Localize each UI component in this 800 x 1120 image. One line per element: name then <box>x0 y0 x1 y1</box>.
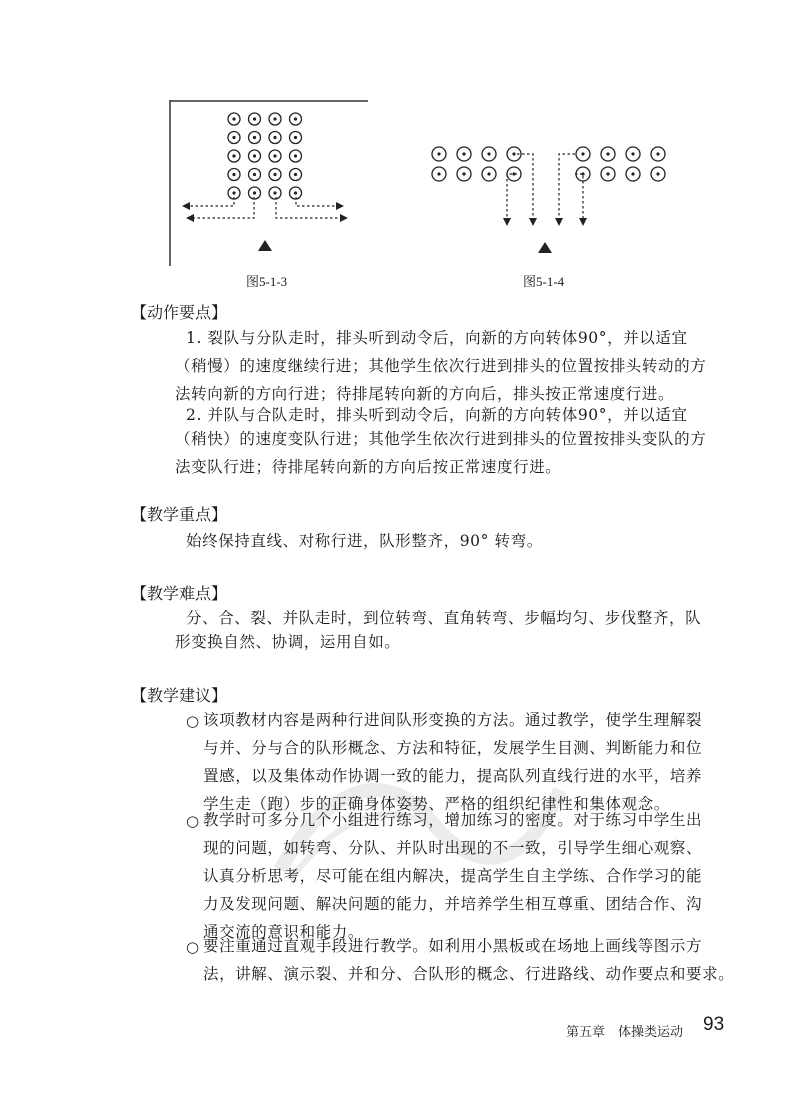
heading-difficulties: 【教学难点】 <box>131 584 228 603</box>
figure-5-1-4 <box>425 138 670 263</box>
student-marker-dot <box>581 152 584 155</box>
student-marker-dot <box>487 172 490 175</box>
student-marker-dot <box>253 117 256 120</box>
page-number: 93 <box>703 1014 725 1035</box>
bullet-icon: ○ <box>186 938 200 956</box>
student-marker-dot <box>253 173 256 176</box>
suggestion-line: 认真分析思考，尽可能在组内解决，提高学生自主学练、合作学习的能 <box>203 867 703 885</box>
student-marker-dot <box>294 154 297 157</box>
suggestion-line: 该项教材内容是两种行进间队形变换的方法。通过教学，使学生理解裂 <box>203 711 703 729</box>
suggestion-line: 现的问题，如转弯、分队、并队时出现的不一致，引导学生细心观察、 <box>203 839 703 857</box>
student-marker-dot <box>512 152 515 155</box>
student-marker-dot <box>656 172 659 175</box>
suggestion-line: 学生走（跑）步的正确身体姿势、严格的组织纪律性和集体观念。 <box>203 795 670 813</box>
footer-chapter-title: 第五章 体操类运动 <box>566 1025 684 1040</box>
action-points-item-1-line: 1. 裂队与分队走时，排头听到动令后，向新的方向转体90°，并以适宜 <box>186 329 688 347</box>
key-points-text <box>186 527 543 555</box>
suggestion-line: 与并、分与合的队形概念、方法和特征，发展学生目测、判断能力和位 <box>203 739 703 757</box>
action-points-item-2-line: 法变队行进；待排尾转向新的方向后按正常速度行进。 <box>175 458 562 476</box>
student-marker-dot <box>273 154 276 157</box>
suggestion-item-1 <box>203 706 702 818</box>
student-marker-dot <box>232 173 235 176</box>
figure-5-1-3 <box>168 100 368 270</box>
student-marker-dot <box>253 191 256 194</box>
bullet-icon: ○ <box>186 812 200 830</box>
student-marker-dot <box>656 152 659 155</box>
suggestion-line: 通交流的意识和能力。 <box>203 923 365 941</box>
suggestion-line: 教学时可多分几个小组进行练习，增加练习的密度。对于练习中学生出 <box>203 811 703 829</box>
student-marker-dot <box>631 172 634 175</box>
student-marker-dot <box>294 173 297 176</box>
difficulties-line: 分、合、裂、并队走时，到位转弯、直角转弯、步幅均匀、步伐整齐，队 <box>186 609 702 627</box>
suggestion-line: 要注重通过直观手段进行教学。如利用小黑板或在场地上画线等图示方 <box>203 937 703 955</box>
student-marker-dot <box>253 154 256 157</box>
suggestion-line: 法，讲解、演示裂、并和分、合队形的概念、行进路线、动作要点和要求。 <box>203 965 735 983</box>
action-points-item-2-line: 2. 并队与合队走时，排头听到动令后，向新的方向转体90°，并以适宜 <box>186 406 688 424</box>
difficulties-text-2 <box>175 628 400 656</box>
student-marker-dot <box>273 136 276 139</box>
student-marker-dot <box>253 136 256 139</box>
student-marker-dot <box>437 172 440 175</box>
student-marker-dot <box>232 136 235 139</box>
figure-5-1-4-caption: 图5-1-4 <box>523 274 565 289</box>
student-marker-dot <box>294 191 297 194</box>
action-points-item-2-line: （稍快）的速度变队行进；其他学生依次行进到排头的位置按排头变队的方 <box>175 430 707 448</box>
action-points-item-1-cont <box>175 352 706 408</box>
student-marker-dot <box>273 191 276 194</box>
action-points-item-1-line: （稍慢）的速度继续行进；其他学生依次行进到排头的位置按排头转动的方 <box>175 357 707 375</box>
student-marker-dot <box>232 117 235 120</box>
student-marker-dot <box>437 152 440 155</box>
student-marker-dot <box>606 172 609 175</box>
student-marker-dot <box>294 136 297 139</box>
figure-5-1-3-caption: 图5-1-3 <box>246 274 288 289</box>
student-marker-dot <box>294 117 297 120</box>
heading-suggestions: 【教学建议】 <box>131 686 228 705</box>
heading-key-points: 【教学重点】 <box>131 505 228 524</box>
student-marker-dot <box>462 152 465 155</box>
student-marker-dot <box>232 154 235 157</box>
bullet-icon: ○ <box>186 712 200 730</box>
student-marker-dot <box>273 117 276 120</box>
student-marker-dot <box>232 191 235 194</box>
suggestion-item-2 <box>203 806 702 946</box>
suggestion-line: 置感，以及集体动作协调一致的能力，提高队列直线行进的水平，培养 <box>203 767 703 785</box>
action-points-item-2-cont <box>175 425 706 481</box>
student-marker-dot <box>462 172 465 175</box>
student-marker-dot <box>606 152 609 155</box>
action-points-item-1 <box>186 324 688 352</box>
heading-action-points: 【动作要点】 <box>131 303 228 322</box>
suggestion-item-3 <box>203 932 734 988</box>
key-points-line: 始终保持直线、对称行进，队形整齐，90° 转弯。 <box>186 532 543 550</box>
action-points-item-1-line: 法转向新的方向行进；待排尾转向新的方向后，排头按正常速度行进。 <box>175 385 675 403</box>
suggestion-line: 力及发现问题、解决问题的能力，并培养学生相互尊重、团结合作、沟 <box>203 895 703 913</box>
difficulties-line: 形变换自然、协调，运用自如。 <box>175 633 401 651</box>
student-marker-dot <box>631 152 634 155</box>
student-marker-dot <box>273 173 276 176</box>
student-marker-dot <box>487 152 490 155</box>
